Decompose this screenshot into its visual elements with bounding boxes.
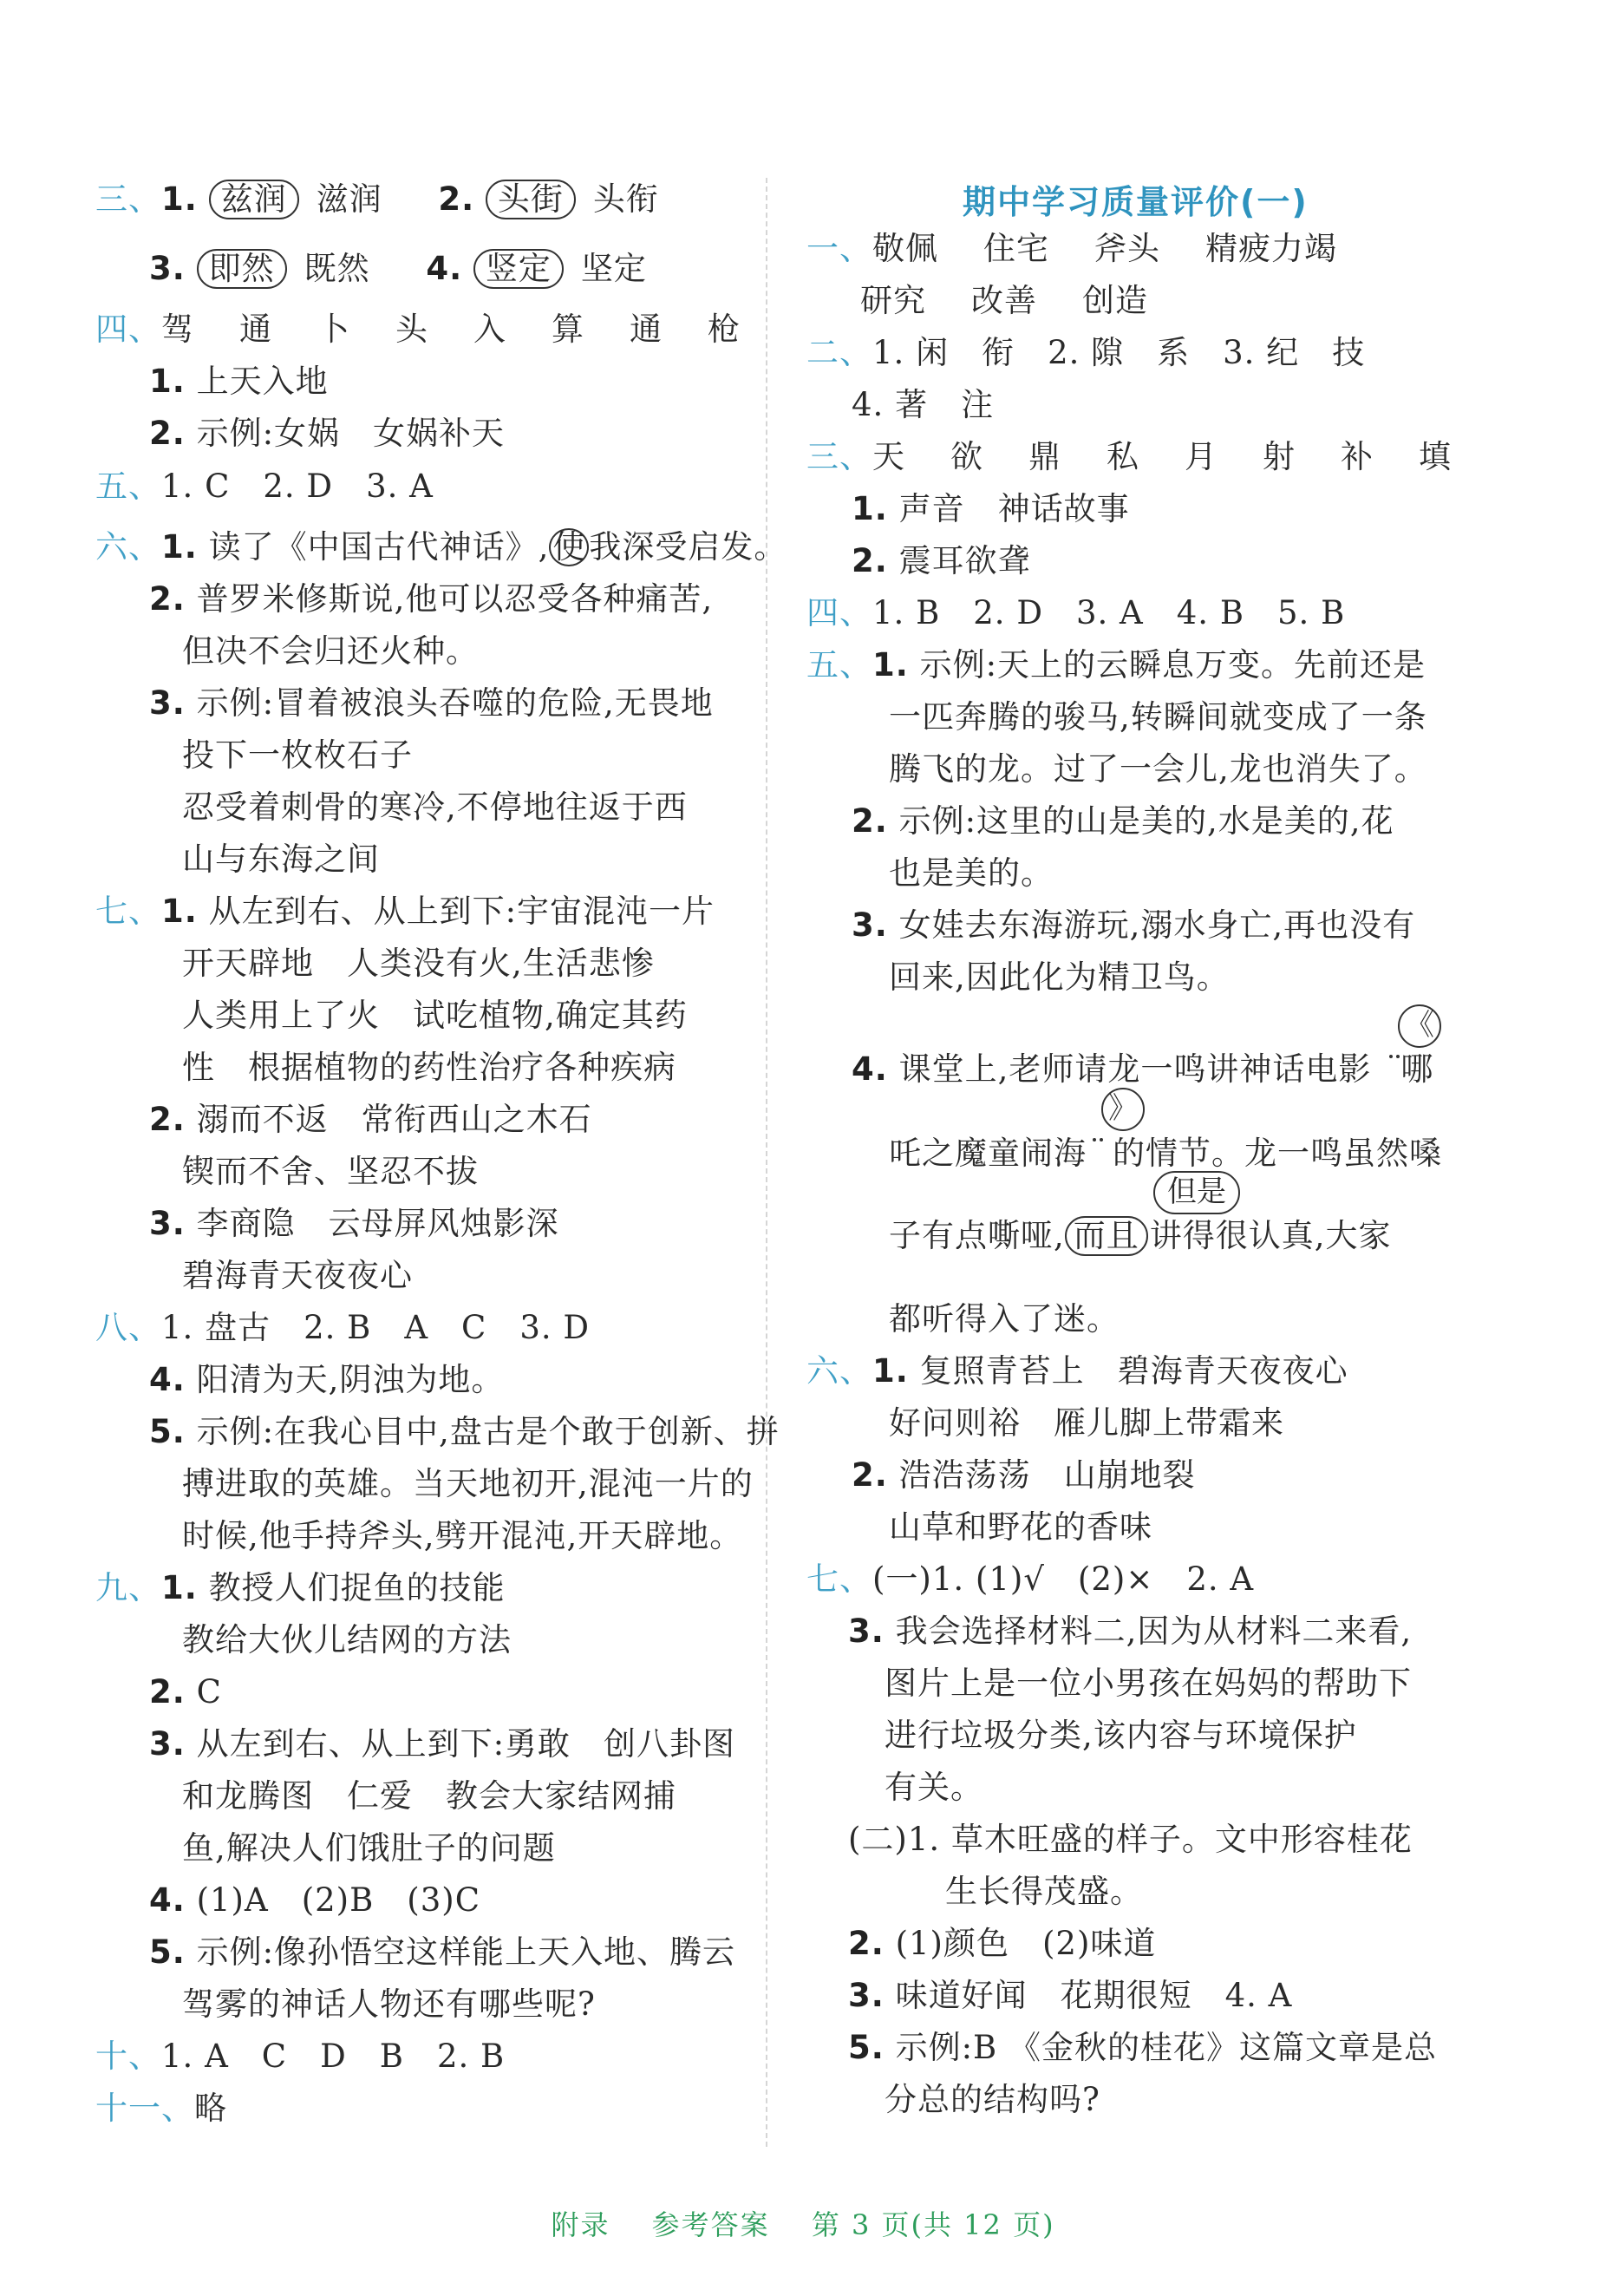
answer-text: 腾飞的龙。过了一会儿,龙也消失了。 — [889, 750, 1427, 788]
error-word-oval: 兹润 — [209, 180, 299, 219]
section-9-line-9 — [182, 1983, 596, 2026]
answer-text: 讲得很认真,大家 — [1149, 1217, 1392, 1254]
char: 补 — [1341, 438, 1374, 475]
item-number: 2. — [848, 1925, 885, 1962]
answer-text: C — [196, 1673, 222, 1711]
item-number: 4. — [149, 1881, 186, 1919]
section-9-line-4 — [149, 1723, 735, 1766]
answer-text: 读了《中国古代神话》, — [208, 528, 550, 566]
answer-word: 创造 — [1082, 282, 1148, 319]
r-section-5-line-10 — [889, 1214, 1392, 1258]
item-number: 5. — [149, 1413, 186, 1450]
answer-text: 1. 闲 衔 2. 隙 系 3. 纪 技 — [872, 334, 1366, 371]
answer-text: 好问则裕 雁儿脚上带霜来 — [889, 1404, 1284, 1442]
r-section-6-line-3 — [852, 1454, 1196, 1497]
answer-text: 都听得入了迷。 — [889, 1300, 1120, 1338]
answer-text: 投下一枚枚石子 — [182, 736, 413, 774]
correct-word: 坚定 — [580, 250, 647, 287]
section-label: 二、 — [806, 334, 872, 371]
answer-text: 4. 著 注 — [852, 386, 995, 423]
answer-text: 进行垃圾分类,该内容与环境保护 — [885, 1717, 1357, 1754]
r-section-5-line-6 — [852, 904, 1415, 947]
section-6-line-5 — [182, 734, 413, 777]
section-6-line-4 — [149, 682, 714, 725]
item-number: 3. — [149, 250, 186, 287]
item-number: 1. — [852, 490, 888, 527]
answer-text: 有关。 — [885, 1769, 983, 1806]
answer-text: 时候,他手持斧头,劈开混沌,开天辟地。 — [182, 1517, 743, 1554]
r-section-6-line-2 — [889, 1402, 1284, 1445]
char: 通 — [239, 311, 272, 348]
answer-text: 但决不会归还火种。 — [182, 632, 479, 670]
section-6-line-2 — [149, 578, 713, 621]
answer-text: 哪 — [1400, 1050, 1434, 1088]
item-number: 1. — [149, 363, 186, 400]
correct-word: 滋润 — [316, 180, 382, 218]
answer-text: 示例:在我心目中,盘古是个敢于创新、拼 — [196, 1413, 780, 1450]
section-8-line-5 — [182, 1514, 742, 1558]
r-section-4-line — [806, 592, 1345, 635]
section-label: 七、 — [95, 893, 161, 930]
answer-text: 1. A C D B 2. B — [161, 2038, 506, 2075]
r-section-3-line-2 — [852, 487, 1130, 531]
answer-text: 阳清为天,阴浊为地。 — [196, 1361, 505, 1398]
item-number: 3. — [848, 1612, 885, 1650]
r-section-5-line-2 — [889, 696, 1427, 739]
item-number: 3. — [852, 906, 888, 944]
insert-mark-dot — [1100, 1138, 1103, 1141]
insert-mark-dot — [1093, 1138, 1096, 1141]
answer-text: 普罗米修斯说,他可以忍受各种痛苦, — [196, 580, 714, 618]
section-label: 三、 — [806, 438, 872, 475]
section-7-line-6 — [182, 1150, 479, 1194]
correct-word: 头衔 — [592, 180, 659, 218]
answer-text: 碧海青天夜夜心 — [182, 1257, 413, 1294]
column-divider — [766, 178, 767, 2147]
r-section-5-line-8 — [852, 1048, 1433, 1091]
deleted-word-oval: 而且 — [1065, 1216, 1148, 1256]
section-11-line — [95, 2087, 227, 2130]
answer-text: 上天入地 — [196, 363, 329, 400]
r-section-3-line-3 — [852, 540, 1031, 583]
section-4-line-1 — [95, 308, 765, 351]
answer-text: 1. C 2. D 3. A — [161, 468, 434, 505]
r-section-5-line-5 — [889, 852, 1054, 895]
item-number: 1. — [161, 893, 198, 930]
char: 私 — [1107, 438, 1139, 475]
answer-text: 我深受启发。 — [589, 528, 787, 566]
char: 入 — [473, 311, 506, 348]
answer-text: 搏进取的英雄。当天地初开,混沌一片的 — [182, 1465, 754, 1502]
section-3-line-2 — [149, 247, 671, 291]
section-9-line-1 — [95, 1567, 506, 1610]
answer-text: 味道好闻 花期很短 4. A — [895, 1977, 1293, 2014]
answer-text: 从左到右、从上到下:勇敢 创八卦图 — [196, 1725, 736, 1763]
footer-answers: 参考答案 — [651, 2208, 770, 2241]
item-number: 3. — [848, 1977, 885, 2014]
item-number: 4. — [852, 1050, 888, 1088]
r-section-3-line-1 — [806, 435, 1476, 479]
section-9-line-5 — [182, 1775, 676, 1818]
item-number: 5. — [848, 2029, 885, 2066]
answer-text: 课堂上,老师请龙一鸣讲神话电影 — [898, 1050, 1372, 1088]
section-6-line-3 — [182, 630, 479, 673]
section-3-line-1 — [95, 178, 683, 221]
section-9-line-7 — [149, 1879, 480, 1922]
r-section-7-line-1 — [806, 1558, 1254, 1601]
answer-text: 女娃去东海游玩,溺水身亡,再也没有 — [898, 906, 1416, 944]
r-section-5-line-11 — [889, 1298, 1120, 1341]
char: 卜 — [317, 311, 350, 348]
section-7-line-5 — [149, 1098, 592, 1141]
item-number: 3. — [149, 1205, 186, 1242]
section-9-line-6 — [182, 1827, 556, 1870]
answer-text: 生长得茂盛。 — [945, 1873, 1143, 1910]
answer-text: 溺而不返 常衔西山之木石 — [196, 1101, 592, 1138]
section-8-line-4 — [182, 1462, 754, 1506]
insert-mark-dot — [1389, 1055, 1393, 1058]
answer-text: 也是美的。 — [889, 854, 1054, 892]
section-9-line-8 — [149, 1931, 735, 1974]
item-number: 1. — [161, 528, 198, 566]
r-section-7-line-6 — [848, 1818, 1413, 1861]
section-9-line-2 — [182, 1619, 512, 1662]
answer-text: 子有点嘶哑, — [889, 1217, 1065, 1254]
answer-text: 从左到右、从上到下:宇宙混沌一片 — [208, 893, 715, 930]
section-label: 八、 — [95, 1309, 161, 1346]
section-6-line-1 — [95, 526, 787, 569]
section-7-line-2 — [182, 942, 655, 985]
answer-word: 敬佩 — [872, 230, 938, 267]
item-number: 2. — [438, 180, 475, 218]
r-section-5-line-1 — [806, 644, 1426, 687]
char: 填 — [1419, 438, 1452, 475]
answer-text: 教给大伙儿结网的方法 — [182, 1621, 512, 1658]
r-section-2-line-1 — [806, 331, 1365, 375]
item-number: 2. — [149, 1101, 186, 1138]
answer-text: 锲而不舍、坚忍不拔 — [182, 1153, 479, 1190]
correct-word: 既然 — [304, 250, 370, 287]
section-9-line-3 — [149, 1671, 222, 1714]
r-section-6-line-1 — [806, 1350, 1348, 1393]
answer-text: (1)颜色 (2)味道 — [895, 1925, 1157, 1962]
item-number: 1. — [161, 1569, 198, 1606]
footer-page-number: 第 3 页(共 12 页) — [811, 2208, 1055, 2241]
answer-text: 示例:像孙悟空这样能上天入地、腾云 — [196, 1933, 736, 1971]
section-label: 五、 — [806, 646, 872, 684]
item-number: 2. — [852, 542, 888, 579]
answer-word: 精疲力竭 — [1205, 230, 1337, 267]
answer-text: 的情节。龙一鸣虽然嗓 — [1113, 1135, 1442, 1172]
answer-text: 声音 神话故事 — [898, 490, 1130, 527]
section-7-line-7 — [149, 1202, 559, 1246]
item-number: 2. — [852, 1456, 888, 1494]
char: 鼎 — [1028, 438, 1061, 475]
r-section-5-line-9 — [889, 1132, 1442, 1175]
marked-char-circle: 使 — [549, 528, 589, 566]
r-section-7-line-2 — [848, 1610, 1412, 1653]
section-label: 四、 — [95, 311, 161, 348]
r-section-6-line-4 — [889, 1506, 1152, 1549]
answer-text: 示例:天上的云瞬息万变。先前还是 — [919, 646, 1426, 684]
answer-text: 一匹奔腾的骏马,转瞬间就变成了一条 — [889, 698, 1427, 736]
r-section-2-line-2 — [852, 383, 994, 427]
char: 通 — [630, 311, 663, 348]
answer-text: 示例:女娲 女娲补天 — [196, 415, 506, 452]
page-title: 期中学习质量评价(一) — [963, 183, 1309, 221]
answer-text: 回来,因此化为精卫鸟。 — [889, 958, 1230, 996]
item-number: 3. — [149, 684, 186, 722]
r-section-1-line-1 — [806, 227, 1361, 271]
answer-text: 图片上是一位小男孩在妈妈的帮助下 — [885, 1665, 1412, 1702]
answer-text: 略 — [194, 2090, 227, 2127]
insert-mark-close-quote: 》 — [1101, 1088, 1145, 1131]
r-section-1-line-2 — [860, 279, 1172, 323]
answer-text: 开天辟地 人类没有火,生活悲惨 — [182, 945, 655, 982]
section-7-line-4 — [182, 1046, 676, 1089]
section-8-line-3 — [149, 1410, 780, 1454]
error-word-oval: 头街 — [486, 180, 576, 219]
item-number: 2. — [149, 580, 186, 618]
answer-word: 改善 — [971, 282, 1037, 319]
item-number: 5. — [149, 1933, 186, 1971]
char: 欲 — [950, 438, 983, 475]
answer-text: 示例:这里的山是美的,水是美的,花 — [898, 802, 1394, 840]
answer-text: 示例:B 《金秋的桂花》这篇文章是总 — [895, 2029, 1437, 2066]
char: 射 — [1263, 438, 1296, 475]
section-10-line — [95, 2035, 505, 2078]
answer-text: 复照青苔上 碧海青天夜夜心 — [919, 1352, 1348, 1390]
char: 驾 — [161, 311, 194, 348]
answer-text: (1)A (2)B (3)C — [196, 1881, 481, 1919]
section-label: 六、 — [95, 528, 161, 566]
answer-text: 鱼,解决人们饿肚子的问题 — [182, 1829, 556, 1867]
section-label: 十、 — [95, 2038, 161, 2075]
r-section-7-line-5 — [885, 1766, 983, 1809]
answer-text: 李商隐 云母屏风烛影深 — [196, 1205, 559, 1242]
answer-text: 山草和野花的香味 — [889, 1508, 1152, 1546]
section-8-line-2 — [149, 1358, 504, 1402]
r-section-5-line-4 — [852, 800, 1394, 843]
item-number: 2. — [149, 1673, 186, 1711]
section-label: 一、 — [806, 230, 872, 267]
section-5-line — [95, 465, 434, 508]
char: 月 — [1185, 438, 1218, 475]
item-number: 2. — [852, 802, 888, 840]
char: 枪 — [708, 311, 741, 348]
error-word-oval: 竖定 — [473, 249, 564, 289]
char: 头 — [395, 311, 428, 348]
answer-text: 浩浩荡荡 山崩地裂 — [898, 1456, 1196, 1494]
item-number: 4. — [149, 1361, 186, 1398]
section-6-line-7 — [182, 838, 380, 881]
r-section-5-line-7 — [889, 956, 1230, 999]
section-label: 四、 — [806, 594, 872, 631]
section-label: 五、 — [95, 468, 161, 505]
answer-text: 示例:冒着被浪头吞噬的危险,无畏地 — [196, 684, 714, 722]
answer-text: 和龙腾图 仁爱 教会大家结网捕 — [182, 1777, 676, 1815]
section-label: 三、 — [95, 180, 161, 218]
r-section-5-line-3 — [889, 748, 1427, 791]
answer-text: (一)1. (1)√ (2)× 2. A — [872, 1560, 1255, 1598]
item-number: 4. — [426, 250, 463, 287]
answer-text: 1. B 2. D 3. A 4. B 5. B — [872, 594, 1346, 631]
answer-text: 山与东海之间 — [182, 841, 380, 878]
r-section-7-line-9 — [848, 1974, 1292, 2018]
section-label: 七、 — [806, 1560, 872, 1598]
item-number: 1. — [161, 180, 198, 218]
r-section-7-line-11 — [885, 2078, 1100, 2122]
section-4-line-3 — [149, 412, 505, 455]
r-section-7-line-4 — [885, 1714, 1357, 1757]
r-section-7-line-8 — [848, 1922, 1156, 1966]
section-label: 九、 — [95, 1569, 161, 1606]
section-8-line-1 — [95, 1306, 590, 1350]
answer-text: 人类用上了火 试吃植物,确定其药 — [182, 997, 688, 1034]
answer-word: 研究 — [860, 282, 926, 319]
section-4-line-2 — [149, 360, 329, 403]
item-number: 1. — [872, 646, 909, 684]
footer-appendix: 附录 — [551, 2208, 610, 2241]
section-7-line-3 — [182, 994, 688, 1037]
r-section-7-line-3 — [885, 1662, 1412, 1705]
char: 天 — [872, 438, 905, 475]
section-6-line-6 — [182, 786, 688, 829]
answer-text: 吒之魔童闹海 — [889, 1135, 1087, 1172]
answer-text: 性 根据植物的药性治疗各种疾病 — [182, 1049, 676, 1086]
answer-text: 教授人们捉鱼的技能 — [208, 1569, 506, 1606]
answer-text: 我会选择材料二,因为从材料二来看, — [895, 1612, 1413, 1650]
r-section-7-line-10 — [848, 2026, 1437, 2070]
item-number: 3. — [149, 1725, 186, 1763]
item-number: 2. — [149, 415, 186, 452]
item-number: 1. — [872, 1352, 909, 1390]
answer-text: 驾雾的神话人物还有哪些呢? — [182, 1985, 596, 2023]
section-label: 六、 — [806, 1352, 872, 1390]
answer-text: 1. 盘古 2. B A C 3. D — [161, 1309, 591, 1346]
answer-text: 震耳欲聋 — [898, 542, 1031, 579]
error-word-oval: 即然 — [197, 249, 287, 289]
section-7-line-8 — [182, 1254, 413, 1298]
insert-mark-dot — [1396, 1055, 1400, 1058]
insert-mark-open-quote: 《 — [1398, 1004, 1441, 1048]
section-7-line-1 — [95, 890, 715, 933]
answer-word: 斧头 — [1094, 230, 1160, 267]
answer-text: (二)1. 草木旺盛的样子。文中形容桂花 — [848, 1821, 1413, 1858]
page-footer — [0, 2203, 1606, 2243]
replacement-word-oval: 但是 — [1153, 1171, 1240, 1214]
answer-text: 忍受着刺骨的寒冷,不停地往返于西 — [182, 788, 688, 826]
answer-word: 住宅 — [983, 230, 1049, 267]
char: 算 — [552, 311, 584, 348]
section-label: 十一、 — [95, 2090, 194, 2127]
answer-text: 分总的结构吗? — [885, 2081, 1100, 2118]
r-section-7-line-7 — [945, 1870, 1143, 1913]
